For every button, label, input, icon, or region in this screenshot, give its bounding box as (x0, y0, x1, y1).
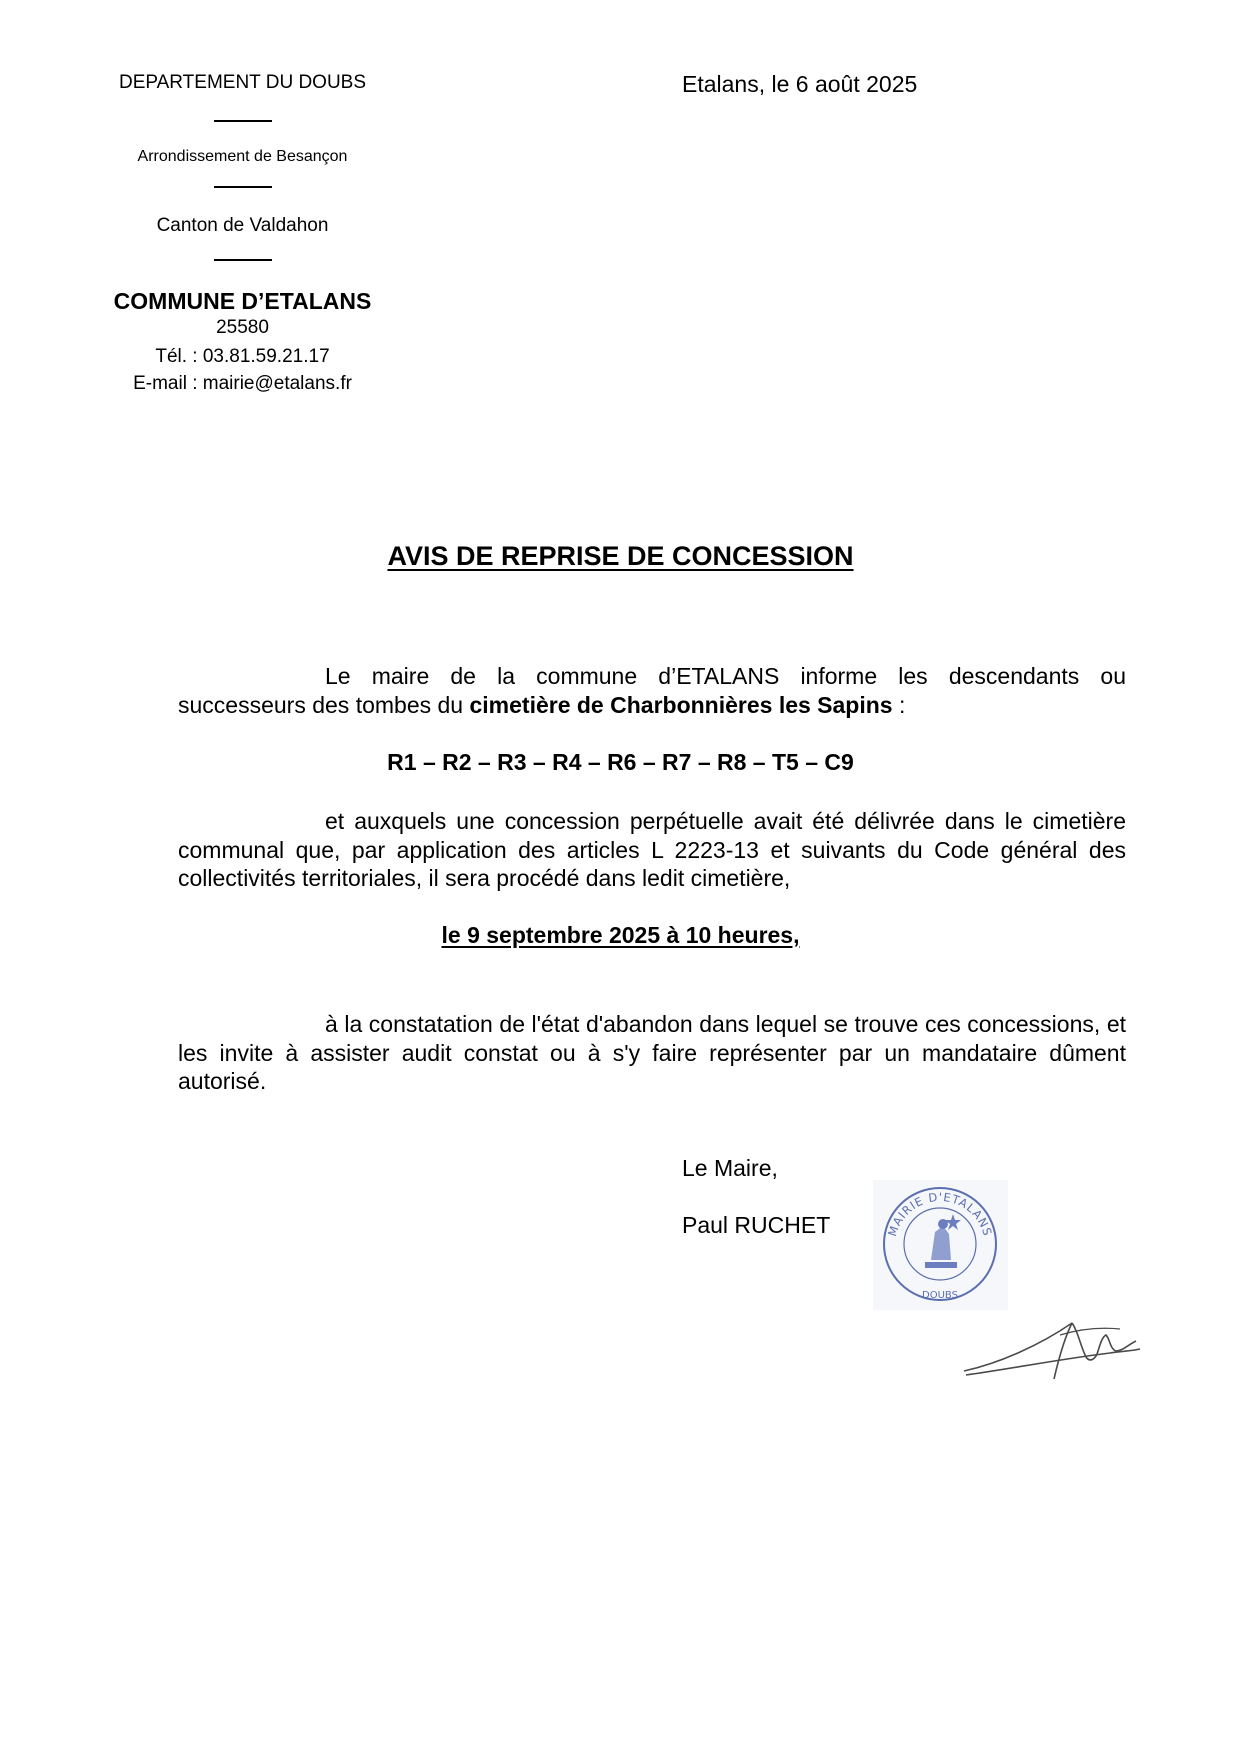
department-name: DEPARTEMENT DU DOUBS (118, 72, 367, 93)
handwritten-signature (960, 1305, 1155, 1385)
date-line: Etalans, le 6 août 2025 (682, 71, 918, 97)
cemetery-name: cimetière de Charbonnières les Sapins (469, 691, 893, 718)
document-title: AVIS DE REPRISE DE CONCESSION (387, 541, 854, 571)
email: E-mail : mairie@etalans.fr (133, 373, 352, 394)
paragraph-intro (178, 662, 1126, 719)
divider (214, 120, 272, 122)
commune-name: COMMUNE D’ETALANS (113, 288, 372, 314)
svg-text:DOUBS: DOUBS (922, 1290, 958, 1301)
paragraph-concession (178, 807, 1126, 893)
postal-code: 25580 (216, 317, 269, 338)
phone: Tél. : 03.81.59.21.17 (155, 346, 330, 367)
canton: Canton de Valdahon (156, 215, 329, 236)
concession-text: et auxquels une concession perpétuelle avait été délivrée dans le cimetière communal que, par application des articles L 2223-13 et suivants du Code général des collectivités territoriales, il sera procédé dans ledit cimetière, (178, 808, 1126, 891)
divider (214, 186, 272, 188)
constat-text: à la constatation de l'état d'abandon dans lequel se trouve ces concessions, et les invite à assister audit constat ou à s'y faire représenter par un mandataire dûment autorisé. (178, 1011, 1126, 1094)
svg-text:MAIRIE D'ETALANS: MAIRIE D'ETALANS (885, 1189, 995, 1239)
intro-end: : (892, 691, 906, 718)
divider (214, 259, 272, 261)
mairie-stamp (873, 1180, 1008, 1310)
paragraph-constat (178, 1010, 1126, 1096)
signatory-name: Paul RUCHET (682, 1212, 831, 1238)
signatory-role: Le Maire, (682, 1155, 778, 1181)
intro-text: Le maire de la commune d’ETALANS informe les descendants ou successeurs des tombes du (178, 663, 1126, 718)
tombs-list: R1 – R2 – R3 – R4 – R6 – R7 – R8 – T5 – C9 (387, 749, 854, 775)
constat-date: le 9 septembre 2025 à 10 heures, (441, 922, 800, 948)
arrondissement: Arrondissement de Besançon (137, 148, 348, 165)
